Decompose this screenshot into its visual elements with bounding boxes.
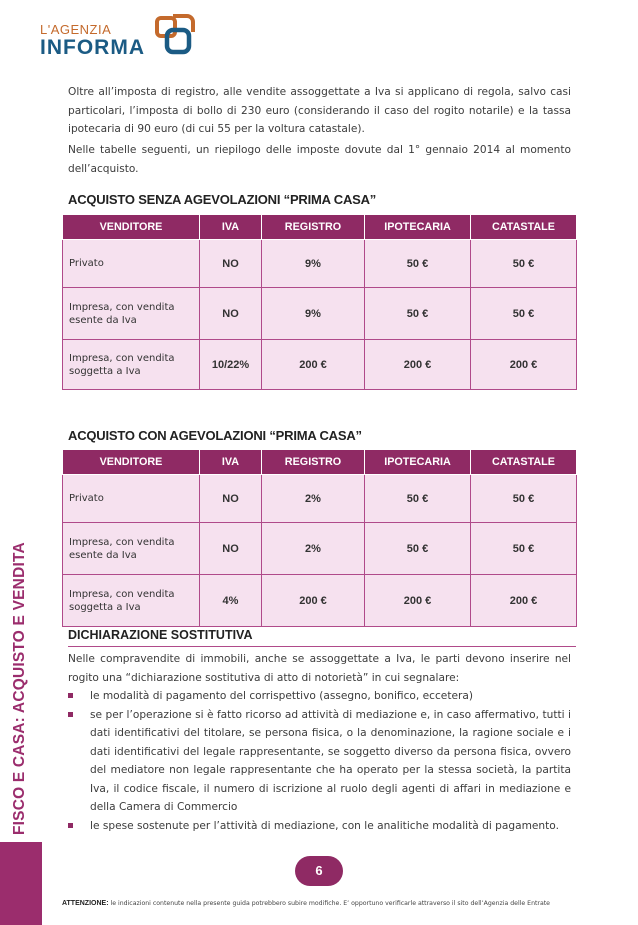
cell-registro: 200 € xyxy=(262,340,365,390)
dichiarazione-title: DICHIARAZIONE SOSTITUTIVA xyxy=(68,628,253,642)
cell-iva: NO xyxy=(200,288,262,340)
cell-catastale: 200 € xyxy=(471,340,577,390)
cell-venditore: Privato xyxy=(63,240,200,288)
dichiarazione-list xyxy=(68,687,571,835)
cell-venditore: Privato xyxy=(63,475,200,523)
col-header-ipotecaria: IPOTECARIA xyxy=(365,215,471,240)
table-with-benefits xyxy=(62,449,577,627)
footer-label: ATTENZIONE: xyxy=(62,900,109,907)
cell-iva: NO xyxy=(200,475,262,523)
intro-paragraph-2: Nelle tabelle seguenti, un riepilogo delle imposte dovute dal 1° gennaio 2014 al momento dell’acquisto. xyxy=(68,144,571,175)
footer-note xyxy=(62,900,582,907)
table-row xyxy=(63,475,577,523)
logo-line1: L'AGENZIA xyxy=(40,22,112,37)
table-row xyxy=(63,240,577,288)
table-row xyxy=(63,340,577,390)
bullet-square-icon xyxy=(68,823,73,828)
bullet-square-icon xyxy=(68,712,73,717)
cell-registro: 9% xyxy=(262,288,365,340)
cell-venditore: Impresa, con vendita esente da Iva xyxy=(63,288,200,340)
cell-venditore: Impresa, con vendita soggetta a Iva xyxy=(63,575,200,627)
agency-logo xyxy=(40,12,200,64)
cell-iva: 10/22% xyxy=(200,340,262,390)
table-header-row xyxy=(63,450,577,475)
table2-title: ACQUISTO CON AGEVOLAZIONI “PRIMA CASA” xyxy=(68,428,362,443)
cell-catastale: 50 € xyxy=(471,288,577,340)
list-item xyxy=(68,687,571,706)
table-row xyxy=(63,288,577,340)
cell-ipotecaria: 50 € xyxy=(365,288,471,340)
col-header-iva: IVA xyxy=(200,215,262,240)
cell-ipotecaria: 50 € xyxy=(365,240,471,288)
list-item-text: le modalità di pagamento del corrispettivo (assegno, bonifico, eccetera) xyxy=(90,690,473,702)
cell-iva: NO xyxy=(200,240,262,288)
list-item xyxy=(68,817,571,836)
col-header-ipotecaria: IPOTECARIA xyxy=(365,450,471,475)
table-without-benefits xyxy=(62,214,577,390)
table-row xyxy=(63,523,577,575)
cell-ipotecaria: 200 € xyxy=(365,340,471,390)
cell-ipotecaria: 50 € xyxy=(365,475,471,523)
list-item xyxy=(68,706,571,817)
col-header-venditore: VENDITORE xyxy=(63,450,200,475)
bullet-square-icon xyxy=(68,693,73,698)
cell-ipotecaria: 50 € xyxy=(365,523,471,575)
table-header-row xyxy=(63,215,577,240)
cell-registro: 2% xyxy=(262,475,365,523)
intro-paragraph-1: Oltre all’imposta di registro, alle vendite assoggettate a Iva si applicano di regola, salvo casi particolari, l’imposta di bollo di 230 euro (considerando il caso del rogito notarile) e la tassa ipotecaria di 90 euro (di cui 55 per la voltura catastale). xyxy=(68,86,571,135)
cell-catastale: 50 € xyxy=(471,523,577,575)
cell-catastale: 50 € xyxy=(471,240,577,288)
cell-registro: 200 € xyxy=(262,575,365,627)
cell-ipotecaria: 200 € xyxy=(365,575,471,627)
col-header-registro: REGISTRO xyxy=(262,215,365,240)
sidebar xyxy=(0,0,42,925)
cell-registro: 9% xyxy=(262,240,365,288)
logo-line2: INFORMA xyxy=(40,36,145,59)
col-header-catastale: CATASTALE xyxy=(471,450,577,475)
col-header-registro: REGISTRO xyxy=(262,450,365,475)
sidebar-bar xyxy=(0,842,42,925)
table-row xyxy=(63,575,577,627)
dichiarazione-intro: Nelle compravendite di immobili, anche se assoggettate a Iva, le parti devono inserire nel rogito una “dichiarazione sostitutiva di atto di notorietà” in cui segnalare: xyxy=(68,653,571,684)
cell-venditore: Impresa, con vendita esente da Iva xyxy=(63,523,200,575)
sidebar-section-label: FISCO E CASA: ACQUISTO E VENDITA xyxy=(11,542,28,835)
col-header-iva: IVA xyxy=(200,450,262,475)
cell-catastale: 200 € xyxy=(471,575,577,627)
table1-title: ACQUISTO SENZA AGEVOLAZIONI “PRIMA CASA” xyxy=(68,192,377,207)
cell-iva: NO xyxy=(200,523,262,575)
cell-registro: 2% xyxy=(262,523,365,575)
cell-iva: 4% xyxy=(200,575,262,627)
section-divider xyxy=(68,646,576,647)
list-item-text: se per l’operazione si è fatto ricorso ad attività di mediazione e, in caso affermativo, tutti i dati identificativi del titolare, se persona fisica, o la denominazione, la ragione sociale e i dati identificativi del legale rappresentante, se soggetto diverso da persona fisica, ovvero del mediatore non legale rappresentante che ha operato per la stessa società, la partita Iva, il codice fiscale, il numero di iscrizione al ruolo degli agenti di affari in mediazione e della Camera di Commercio xyxy=(90,708,571,813)
cell-catastale: 50 € xyxy=(471,475,577,523)
logo-mark-icon xyxy=(143,12,195,60)
list-item-text: le spese sostenute per l’attività di mediazione, con le analitiche modalità di pagamento. xyxy=(90,819,559,832)
col-header-catastale: CATASTALE xyxy=(471,215,577,240)
col-header-venditore: VENDITORE xyxy=(63,215,200,240)
footer-text: le indicazioni contenute nella presente guida potrebbero subire modifiche. E’ opportuno verificarle attraverso il sito dell’Agenzia delle Entrate xyxy=(108,900,550,907)
page-number-badge: 6 xyxy=(295,856,343,886)
cell-venditore: Impresa, con vendita soggetta a Iva xyxy=(63,340,200,390)
